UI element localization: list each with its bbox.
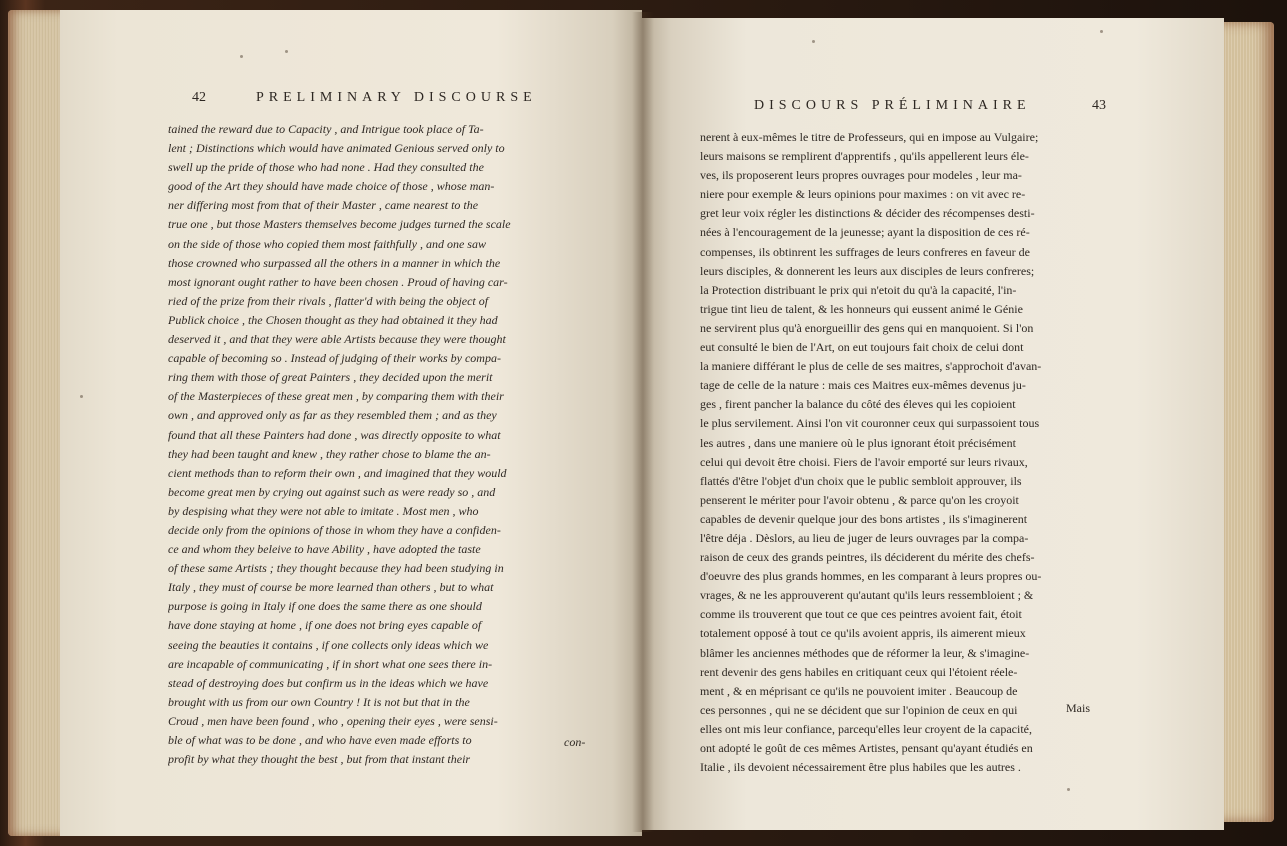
text-line: cient methods than to reform their own , and imagined that they would [168,465,507,480]
right-page-text [700,128,1132,777]
text-line: seeing the beauties it contains , if one collects only ideas which we [168,637,489,652]
text-line: leurs maisons se remplirent d'apprentifs , qu'ils appellerent leurs éle- [700,149,1029,164]
text-line: tained the reward due to Capacity , and Intrigue took place of Ta- [168,122,484,136]
text-line: stead of destroying does but confirm us in the ideas which we have [168,675,489,690]
text-line: nées à l'encouragement de la jeunesse; ayant la disposition de ces ré- [700,225,1030,240]
text-line: found that all these Painters had done , was directly opposite to what [168,427,501,442]
catchword-right: Mais [1066,701,1090,715]
running-head-right: DISCOURS PRÉLIMINAIRE [754,98,1031,113]
text-line: ces personnes , qui ne se décident que sur l'opinion de ceux en qui [700,702,1018,717]
text-line: are incapable of communicating , if in short what one sees there in- [168,656,493,671]
text-line: compenses, ils obtinrent les suffrages de leurs confreres en faveur de [700,244,1030,259]
paper-speck [285,50,288,53]
text-line: on the side of those who copied them most faithfully , and one saw [168,236,486,251]
text-line: tage de celle de la nature : mais ces Maitres eux-mêmes devenus ju- [700,378,1026,393]
text-line: ce and whom they beleive to have Ability , have adopted the taste [168,542,481,557]
text-line: ves, ils proposerent leurs propres ouvrages pour modeles , leur ma- [700,168,1022,183]
text-line: la Protection distribuant le prix qui n'etoit du qu'à la capacité, l'in- [700,282,1017,297]
page-number-right: 43 [1092,98,1106,113]
text-line: they had been taught and knew , they rather chose to blame the an- [168,446,491,461]
text-line: become great men by crying out against such as were ready so , and [168,484,496,499]
page-edges-left [8,10,64,836]
text-line: decide only from the opinions of those in whom they have a confiden- [168,522,501,537]
text-line: ges , firent pancher la balance du côté des éleves qui les copioient [700,397,1016,412]
text-line: of these same Artists ; they thought because they had been studying in [168,561,504,576]
text-line: penserent le mériter pour l'avoir obtenu , & parce qu'on les croyoit [700,492,1019,507]
text-line: profit by what they thought the best , but from that instant their [168,752,471,767]
paper-speck [240,55,243,58]
text-line: capable of becoming so . Instead of judging of their works by compa- [168,351,501,366]
text-line: vrages, & ne les approuverent qu'autant qu'ils leurs ressembloient ; & [700,588,1034,603]
text-line: capables de devenir quelque jour des bons artistes , ils s'imaginerent [700,511,1028,526]
left-page [60,10,642,836]
running-head-left: PRELIMINARY DISCOURSE [256,90,537,105]
text-line: brought with us from our own Country ! It is not but that in the [168,694,470,709]
page-number-left: 42 [192,90,206,105]
paper-speck [1100,30,1103,33]
text-line: Croud , men have been found , who , opening their eyes , were sensi- [168,713,498,728]
text-line: Italy , they must of course be more learned than others , but to what [168,580,494,595]
text-line: ried of the prize from their rivals , flatter'd with being the object of [168,293,489,308]
paper-speck [812,40,815,43]
text-line: Publick choice , the Chosen thought as they had obtained it they had [168,312,498,327]
text-line: la maniere différant le plus de celle de ses maitres, s'approchoit d'avan- [700,359,1042,374]
text-line: trigue tint lieu de talent, & les honneurs qui eussent animé le Génie [700,301,1023,316]
paper-speck [80,395,83,398]
text-line: ment , & en méprisant ce qu'ils ne pouvoient imiter . Beaucoup de [700,683,1018,698]
text-line: comme ils trouverent que tout ce que ces peintres avoient fait, étoit [700,607,1022,622]
text-line: rent devenir des gens habiles en critiquant ceux qui l'étoient réele- [700,664,1018,679]
text-line: true one , but those Masters themselves become judges turned the scale [168,217,511,232]
text-line: purpose is going in Italy if one does the same there as one should [168,599,482,614]
text-line: Italie , ils devoient nécessairement être plus habiles que les autres . [700,760,1021,775]
page-edges-right [1222,22,1274,822]
text-line: l'être déja . Dèslors, au lieu de juger de leurs ouvrages par la compa- [700,530,1029,545]
text-line: by despising what they were not able to imitate . Most men , who [168,503,479,518]
text-line: flattés d'être l'objet d'un choix que le public sembloit approuver, ils [700,473,1022,488]
text-line: celui qui devoit être choisi. Fiers de l'avoir emporté sur leurs rivaux, [700,454,1028,469]
text-line: leurs disciples, & donnerent les leurs aux disciples de leurs confreres; [700,263,1035,278]
text-line: ring them with those of great Painters , they decided upon the merit [168,370,493,385]
right-page [642,18,1224,830]
text-line: ble of what was to be done , and who have even made efforts to [168,733,472,747]
paper-speck [1067,788,1070,791]
text-line: gret leur voix régler les distinctions & décider des récompenses desti- [700,206,1035,221]
text-line: ner differing most from that of their Master , came nearest to the [168,198,479,213]
text-line: deserved it , and that they were able Artists because they were thought [168,332,506,347]
text-line: good of the Art they should have made choice of those , whose man- [168,179,495,194]
text-line: have done staying at home , if one does not bring eyes capable of [168,618,482,633]
text-line: eut consulté le bien de l'Art, on eut toujours fait choix de celui dont [700,340,1024,355]
left-page-text [168,120,598,769]
text-line: those crowned who surpassed all the others in a manner in which the [168,255,501,270]
text-line: ont adopté le goût de ces mêmes Artistes, pensant qu'ayant étudiés en [700,741,1033,755]
text-line: les autres , dans une maniere où le plus ignorant étoit précisément [700,435,1016,450]
text-line: lent ; Distinctions which would have animated Genious served only to [168,141,505,156]
text-line: totalement opposé à tout ce qu'ils avoient appris, ils aimerent mieux [700,626,1026,641]
catchword-left: con- [564,735,586,749]
text-line: own , and approved only as far as they resembled them ; and as they [168,408,497,423]
text-line: ne servirent plus qu'à enorgueillir des gens qui en manquoient. Si l'on [700,320,1034,335]
text-line: d'oeuvre des plus grands hommes, en les comparant à leurs propres ou- [700,569,1042,584]
text-line: le plus servilement. Ainsi l'on vit couronner ceux qui surpassoient tous [700,416,1040,431]
text-line: elles ont mis leur confiance, parcequ'elles leur croyent de la capacité, [700,721,1033,736]
text-line: nerent à eux-mêmes le titre de Professeurs, qui en impose au Vulgaire; [700,130,1039,144]
text-line: of the Masterpieces of these great men , by comparing them with their [168,389,504,404]
text-line: raison de ceux des grands peintres, ils déciderent du mérite des chefs- [700,550,1035,565]
text-line: niere pour exemple & leurs opinions pour maximes : on vit avec re- [700,187,1026,202]
text-line: most ignorant ought rather to have been chosen . Proud of having car- [168,274,508,289]
text-line: swell up the pride of those who had none . Had they consulted the [168,160,484,175]
text-line: blâmer les anciennes méthodes que de réformer la leur, & s'imagine- [700,645,1030,660]
